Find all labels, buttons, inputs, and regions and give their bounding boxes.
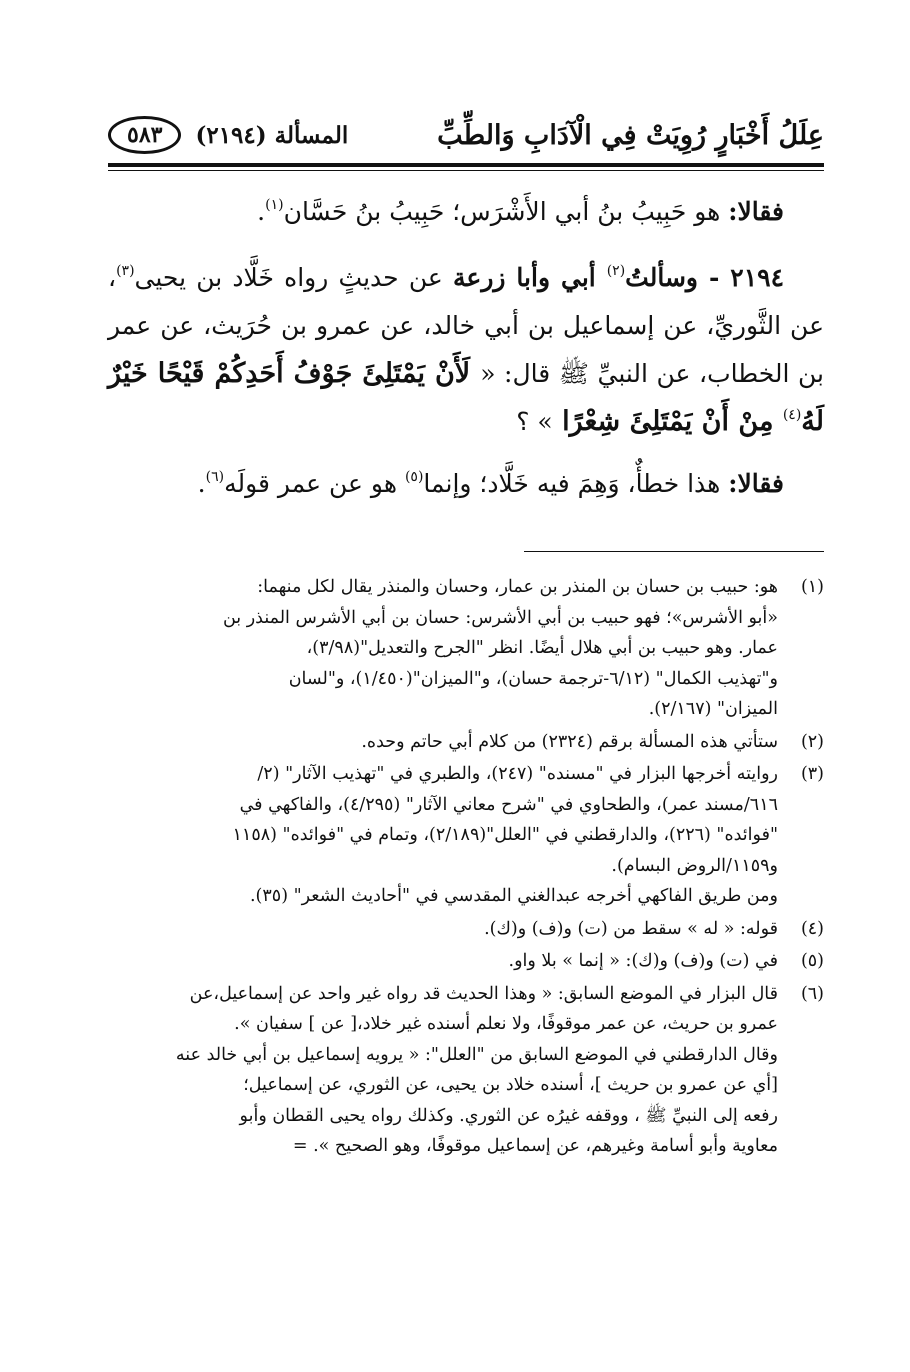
hadith-text: مِنْ أَنْ يَمْتَلِئَ شِعْرًا (552, 406, 783, 437)
footnote-ref: (٥) (404, 469, 424, 485)
issue-lead: ٢١٩٤ - وسألتُ (625, 263, 784, 292)
hadith-text: لَأَنْ يَمْتَلِئَ جَوْفُ أَحَدِكُمْ قَيْحًا خَيْرٌ لَهُ (108, 358, 824, 437)
issue-number: المسألة (٢١٩٤) (195, 121, 349, 149)
footnote-number: (١) (800, 577, 824, 597)
footnote-line: هو: حبيب بن حسان بن المنذر بن عمار، وحسان والمنذر يقال لكل منهما: (257, 577, 778, 597)
paragraph-end: . (197, 469, 206, 498)
paragraph-answer-2 (108, 460, 824, 508)
footnote-line: عمار. وهو حبيب بن أبي هلال أيضًا. انظر "الجرح والتعديل"(٣/٩٨)، (306, 638, 778, 658)
page-number-badge: ٥٨٣ (108, 116, 181, 154)
paragraph-text: عن حديثٍ رواه خَلَّاد بن يحيى (134, 263, 453, 292)
speaker-lead: فقالا: (728, 469, 784, 498)
footnote-body (108, 979, 778, 1162)
footnote-line: روايته أخرجها البزار في "مسنده" (٢٤٧)، والطبري في "تهذيب الآثار" (٢/ (257, 764, 778, 784)
footnote-ref: (١) (265, 197, 284, 213)
footnote-ref: (٦) (205, 469, 225, 485)
paragraph-text: ، عن الثَّوريِّ، عن إسماعيل بن أبي خالد، عن عمرو بن حُرَيث، عن عمر بن الخطاب، عن النبيِّ ﷺ قال: « (108, 263, 824, 388)
paragraph-text: هذا خطأٌ، وَهِمَ فيه خَلَّاد؛ وإنما (423, 469, 729, 498)
footnote-body (108, 759, 778, 912)
paragraph-text: هو حَبِيبُ بنُ أبي الأَشْرَس؛ حَبِيبُ بنُ حَسَّان (283, 197, 729, 226)
footnote-body (108, 727, 778, 758)
footnote-body (108, 572, 778, 725)
main-text (108, 188, 824, 508)
footnote-number: (٢) (800, 731, 824, 752)
header-left-group (108, 116, 348, 154)
footnote-ref: (٣) (116, 263, 135, 279)
header-rule-thin (108, 170, 824, 171)
footnote-3 (108, 759, 824, 912)
footnote-4 (108, 914, 824, 945)
footnote-line: الميزان" (٢/١٦٧). (648, 699, 778, 719)
footnote-number: (٦) (800, 983, 824, 1004)
footnote-number: (٣) (800, 764, 824, 784)
footnote-line: ستأتي هذه المسألة برقم (٢٣٢٤) من كلام أبي حاتم وحده. (361, 731, 778, 752)
footnote-line: قال البزار في الموضع السابق: « وهذا الحديث قد رواه غير واحد عن إسماعيل،عن (189, 983, 778, 1004)
paragraph-answer-1 (108, 188, 824, 236)
paragraph-text: هو عن عمر قولَه (224, 469, 405, 498)
footnote-line: "فوائده" (٢٢٦)، والدارقطني في "العلل"(٢/١٨٩)، وتمام في "فوائده" (١١٥٨ (232, 825, 778, 845)
footnote-body (108, 946, 778, 977)
footnote-line: معاوية وأبو أسامة وغيرهم، عن إسماعيل موقوفًا، وهو الصحيح ». = (292, 1136, 778, 1156)
footnote-line: عمرو بن حريث، عن عمر موقوفًا، ولا نعلم أسنده غير خلاد،[ عن ] سفيان ». (234, 1014, 778, 1034)
footnote-line: قوله: « له » سقط من (ت) و(ف) و(ك). (484, 918, 778, 939)
page-header (108, 110, 824, 160)
footnote-5 (108, 946, 824, 977)
footnote-6 (108, 979, 824, 1162)
footnote-ref: (٤) (782, 407, 802, 423)
footnote-line: و"تهذيب الكمال" (٦/١٢-ترجمة حسان)، و"الميزان"(١/٤٥٠)، و"لسان (288, 668, 778, 689)
running-title: عِلَلُ أَخْبَارٍ رُوِيَتْ فِي الْآدَابِ وَالطِّبِّ (437, 119, 824, 151)
footnotes (108, 572, 824, 1164)
footnote-body (108, 914, 778, 945)
footnote-line: ٦١٦/مسند عمر)، والطحاوي في "شرح معاني الآثار" (٤/٢٩٥)، والفاكهي في (239, 794, 778, 815)
footnote-line: رفعه إلى النبيِّ ﷺ ، ووقفه غيرُه عن الثوري. وكذلك رواه يحيى القطان وأبو (239, 1105, 778, 1126)
footnote-line: [أي عن عمرو بن حريث ]، أسنده خلاد بن يحيى، عن الثوري، عن إسماعيل؛ (243, 1075, 778, 1095)
paragraph-question-2194 (108, 254, 824, 446)
footnote-line: وقال الدارقطني في الموضع السابق من "العلل": « يرويه إسماعيل بن أبي خالد عنه (175, 1044, 778, 1065)
footnote-line: «أبو الأشرس»؛ فهو حبيب بن أبي الأشرس: حسان بن أبي الأشرس المنذر بن (222, 607, 778, 628)
footnote-number: (٤) (800, 918, 824, 939)
issue-lead-names: أبي وأبا زرعة (453, 263, 607, 292)
paragraph-end: . (257, 197, 266, 226)
footnote-line: في (ت) و(ف) و(ك): « إنما » بلا واو. (508, 951, 778, 971)
footnote-2 (108, 727, 824, 758)
footnote-line: و١١٥٩/الروض البسام). (611, 855, 778, 876)
footnote-1 (108, 572, 824, 725)
footnote-line: ومن طريق الفاكهي أخرجه عبدالغني المقدسي في "أحاديث الشعر" (٣٥). (249, 886, 778, 906)
footnote-ref: (٢) (606, 263, 626, 279)
footnote-number: (٥) (800, 951, 824, 971)
paragraph-end: » ؟ (516, 407, 553, 436)
footnote-separator (524, 551, 824, 552)
speaker-lead: فقالا: (728, 197, 784, 226)
header-rule-thick (108, 163, 824, 167)
